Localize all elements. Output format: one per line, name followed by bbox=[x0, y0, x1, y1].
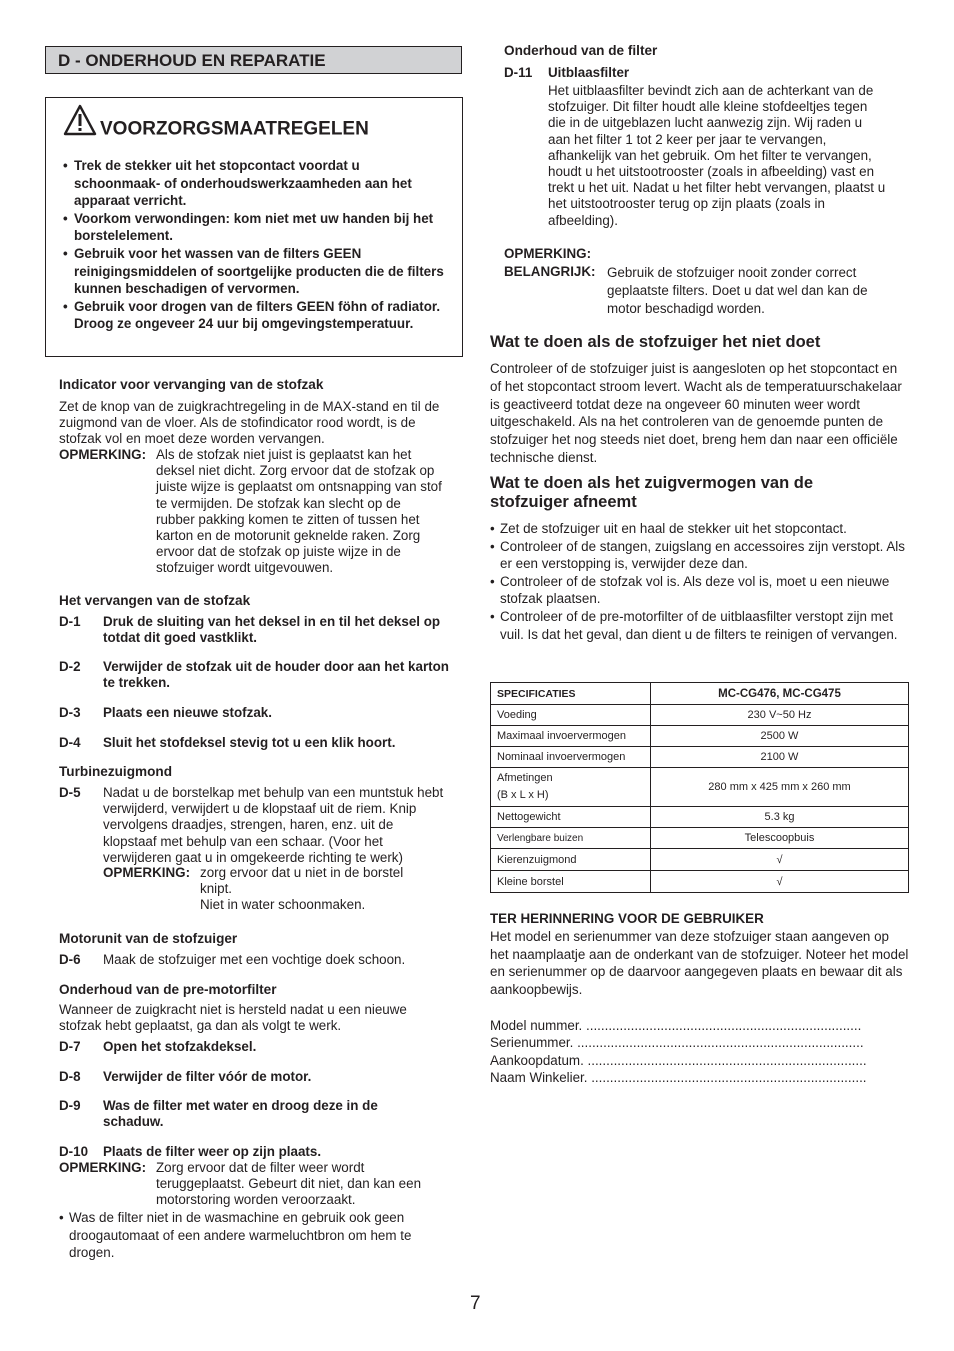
spec-row bbox=[491, 747, 909, 768]
step-d1 bbox=[59, 614, 451, 646]
precaution-item: • Voorkom verwondingen: kom niet met uw handen bij het borstelelement. bbox=[63, 210, 448, 245]
spec-row bbox=[491, 849, 909, 871]
turbine-note-line3: Niet in water schoonmaken. bbox=[200, 897, 366, 912]
precaution-item: • Gebruik voor drogen van de filters GEEN föhn of radiator. Droog ze ongeveer 24 uur bij omgevingstemperatuur. bbox=[63, 298, 448, 333]
spec-label: Afmetingen bbox=[497, 772, 553, 784]
notwork-title: Wat te doen als de stofzuiger het niet doet bbox=[490, 333, 821, 351]
suction-list bbox=[490, 520, 910, 643]
motor-text: Maak de stofzuiger met een vochtige doek schoon. bbox=[103, 952, 406, 967]
retailer-name-field: Naam Winkelier. .......................................................................... bbox=[490, 1070, 867, 1085]
turbine-note-line1: zorg ervoor dat u niet in de borstel bbox=[200, 865, 404, 880]
reminder-text: Het model en serienummer van deze stofzuiger staan aangeven op het naamplaatje aan de onderkant van de stofzuiger. Noteer het model en serienummer op de daarvoor aangegeven plaats en bewaar dit als aankoopbewijs. bbox=[490, 929, 909, 997]
turbine-text: Nadat u de borstelkap met behulp van een muntstuk hebt verwijderd, verwijdert u de klopstaaf uit de riem. Knip vervolgens draadjes, strengen, haren, enz. uit de klopstaaf met behulp van een schaar. (Voor het verwijderen gaat u in omgekeerde richting te werk) bbox=[103, 785, 444, 865]
page-number: 7 bbox=[470, 1293, 481, 1314]
filter-subtitle: Uitblaasfilter bbox=[548, 65, 630, 80]
turbine-note-label: OPMERKING: bbox=[103, 865, 191, 880]
filter-text: Het uitblaasfilter bevindt zich aan de achterkant van de stofzuiger. Dit filter houdt alle kleine stofdeeltjes tegen die in de uitgeblazen lucht aanwezig zijn. Wij raden u aan het filter 1 tot 2 keer per jaar te vervangen, afhankelijk van het gebruik. Om het filter te vervangen, houdt u het uitstootrooster (zoals in afbeelding) vast en trekt u het uit. Nadat u het filter hebt vervangen, plaatst u het uitstootrooster terug op zijn plaats (zoals in afbeelding). bbox=[548, 83, 886, 228]
spec-row bbox=[491, 768, 909, 807]
spec-value: 280 mm x 425 mm x 260 mm bbox=[651, 768, 909, 807]
spec-label: Nettogewicht bbox=[491, 807, 651, 828]
step-text: Druk de sluiting van het deksel in en til het deksel op totdat dit goed vastklikt. bbox=[103, 614, 441, 646]
step-number: D-8 bbox=[59, 1069, 81, 1084]
spec-value: 2100 W bbox=[651, 747, 909, 768]
step-d7 bbox=[59, 1039, 451, 1055]
step-text: Plaats de filter weer op zijn plaats. bbox=[103, 1144, 322, 1159]
spec-table bbox=[490, 682, 909, 893]
step-text: Sluit het stofdeksel stevig tot u een klik hoort. bbox=[103, 735, 396, 750]
indicator-note-label: OPMERKING: bbox=[59, 447, 147, 462]
motor-step-number: D-6 bbox=[59, 952, 81, 967]
replace-title: Het vervangen van de stofzak bbox=[59, 593, 251, 608]
filter-important-label: BELANGRIJK: bbox=[504, 264, 596, 279]
purchase-date-field: Aankoopdatum. ........................................................................... bbox=[490, 1053, 867, 1068]
indicator-title: Indicator voor vervanging van de stofzak bbox=[59, 377, 324, 392]
suction-item: • Controleer of de stangen, zuigslang en accessoires zijn verstopt. Als er een verstopping is, verwijder deze dan. bbox=[490, 538, 910, 573]
spec-row bbox=[491, 828, 909, 849]
spec-header-left: SPECIFICATIES bbox=[491, 683, 651, 705]
turbine-note-line2: knipt. bbox=[200, 881, 233, 896]
step-d3 bbox=[59, 705, 451, 721]
spec-row bbox=[491, 871, 909, 893]
step-number: D-4 bbox=[59, 735, 81, 750]
spec-value: √ bbox=[651, 871, 909, 893]
step-text: Plaats een nieuwe stofzak. bbox=[103, 705, 272, 720]
suction-title: Wat te doen als het zuigvermogen van de stofzuiger afneemt bbox=[490, 474, 814, 511]
spec-label: Verlengbare buizen bbox=[491, 828, 651, 849]
step-number: D-2 bbox=[59, 659, 81, 674]
filter-important-text: Gebruik de stofzuiger nooit zonder correct geplaatste filters. Doet u dat wel dan kan de motor beschadigd worden. bbox=[607, 265, 868, 316]
spec-row bbox=[491, 726, 909, 747]
spec-label-sub: (B x L x H) bbox=[497, 789, 549, 801]
warning-icon bbox=[63, 104, 97, 155]
serial-number-field: Serienummer. ............................................................................. bbox=[490, 1035, 864, 1050]
turbine-step-number: D-5 bbox=[59, 785, 81, 800]
spec-value: 2500 W bbox=[651, 726, 909, 747]
indicator-text: Zet de knop van de zuigkrachtregeling in de MAX-stand en til de zuigmond van de vloer. Als de stofindicator rood wordt, is de stofzak vol en moet deze worden vervangen. bbox=[59, 399, 440, 447]
step-number: D-10 bbox=[59, 1144, 89, 1159]
suction-item: • Controleer of de stofzak vol is. Als deze vol is, moet u een nieuwe stofzak plaatsen. bbox=[490, 573, 910, 608]
precautions-title bbox=[63, 104, 369, 155]
reminder-title: TER HERINNERING VOOR DE GEBRUIKER bbox=[490, 911, 764, 926]
spec-label: Nominaal invoervermogen bbox=[491, 747, 651, 768]
premotor-bullet-list bbox=[59, 1209, 444, 1262]
step-number: D-7 bbox=[59, 1039, 81, 1054]
spec-value: √ bbox=[651, 849, 909, 871]
filter-title: Onderhoud van de filter bbox=[504, 43, 658, 58]
step-d2 bbox=[59, 659, 451, 691]
spec-label: Voeding bbox=[491, 705, 651, 726]
spec-header-row bbox=[491, 683, 909, 705]
spec-label-multiline bbox=[491, 768, 651, 807]
step-number: D-3 bbox=[59, 705, 81, 720]
step-text: Open het stofzakdeksel. bbox=[103, 1039, 257, 1054]
spec-value: 230 V~50 Hz bbox=[651, 705, 909, 726]
step-text: Verwijder de filter vóór de motor. bbox=[103, 1069, 312, 1084]
spec-label: Maximaal invoervermogen bbox=[491, 726, 651, 747]
step-d9 bbox=[59, 1098, 419, 1130]
spec-value: 5.3 kg bbox=[651, 807, 909, 828]
spec-label: Kleine borstel bbox=[491, 871, 651, 893]
premotor-note-label: OPMERKING: bbox=[59, 1160, 147, 1175]
precautions-title-text: VOORZORGSMAATREGELEN bbox=[100, 118, 369, 140]
premotor-note-text: Zorg ervoor dat de filter weer wordt teruggeplaatst. Gebeurt dit niet, dan kan een motorstoring worden veroorzaakt. bbox=[156, 1160, 422, 1208]
step-d8 bbox=[59, 1069, 451, 1085]
precaution-item: • Gebruik voor het wassen van de filters GEEN reinigingsmiddelen of soortgelijke producten die de filters kunnen beschadigen of vervormen. bbox=[63, 245, 448, 298]
spec-row bbox=[491, 807, 909, 828]
spec-label: Kierenzuigmond bbox=[491, 849, 651, 871]
step-d10 bbox=[59, 1144, 451, 1160]
premotor-title: Onderhoud van de pre-motorfilter bbox=[59, 982, 277, 997]
notwork-text: Controleer of de stofzuiger juist is aangesloten op het stopcontact en of het stopcontact stroom levert. Wacht als de temperatuurschakelaar is geactiveerd totdat deze na ongeveer 60 minuten weer wordt uitgeschakeld. Als na het controleren van de genoemde punten de stofzuiger het nog steeds niet doet, breng hem dan naar een officiële technische dienst. bbox=[490, 361, 902, 465]
turbine-title: Turbinezuigmond bbox=[59, 764, 173, 779]
filter-step-number: D-11 bbox=[504, 65, 533, 80]
section-header: D - ONDERHOUD EN REPARATIE bbox=[45, 46, 462, 74]
precaution-item: • Trek de stekker uit het stopcontact voordat u schoonmaak- of onderhoudswerkzaamheden aan het apparaat verricht. bbox=[63, 157, 448, 210]
spec-row bbox=[491, 705, 909, 726]
step-number: D-1 bbox=[59, 614, 81, 629]
indicator-note-text: Als de stofzak niet juist is geplaatst kan het deksel niet dicht. Zorg ervoor dat de stofzak op juiste wijze is geplaatst om ontsnapping van stof te vermijden. De stofzak kan slecht op de rubber pakking komen te zitten of tussen het karton en de motorunit geknelde raken. Zorg ervoor dat de stofzak op juiste wijze in de stofzuiger wordt uitgevouwen. bbox=[156, 447, 442, 576]
spec-header-right: MC-CG476, MC-CG475 bbox=[651, 683, 909, 705]
step-text: Was de filter met water en droog deze in de schaduw. bbox=[103, 1098, 378, 1130]
step-number: D-9 bbox=[59, 1098, 81, 1113]
precautions-list bbox=[63, 157, 448, 333]
premotor-intro: Wanneer de zuigkracht niet is hersteld nadat u een nieuwe stofzak hebt geplaatst, ga dan als volgt te werk. bbox=[59, 1002, 407, 1034]
step-text: Verwijder de stofzak uit de houder door aan het karton te trekken. bbox=[103, 659, 449, 691]
premotor-bullet: • Was de filter niet in de wasmachine en gebruik ook geen droogautomaat of een andere warmeluchtbron om hem te drogen. bbox=[59, 1209, 444, 1262]
suction-item: • Controleer of de pre-motorfilter of de uitblaasfilter verstopt zijn met vuil. Is dat het geval, dan dient u de filters te reinigen of vervangen. bbox=[490, 608, 910, 643]
motor-title: Motorunit van de stofzuiger bbox=[59, 931, 238, 946]
step-d4 bbox=[59, 735, 451, 751]
filter-note-label: OPMERKING: bbox=[504, 246, 592, 261]
model-number-field: Model nummer. .......................................................................... bbox=[490, 1018, 862, 1033]
suction-item: • Zet de stofzuiger uit en haal de stekker uit het stopcontact. bbox=[490, 520, 910, 538]
spec-value: Telescoopbuis bbox=[651, 828, 909, 849]
